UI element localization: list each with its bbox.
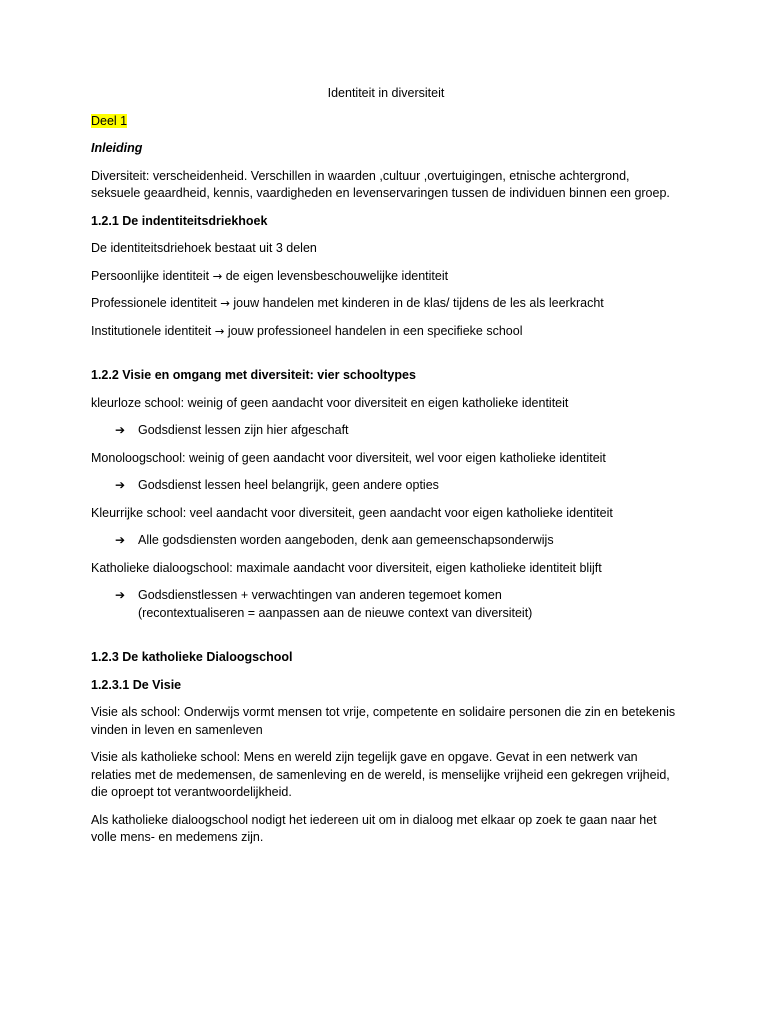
right-arrow-icon: → [220,296,230,310]
right-arrow-icon: → [212,268,223,283]
part-label: Deel 1 [91,113,128,128]
bullet-text-continued: (recontextualiseren = aanpassen aan de nieuwe context van diversiteit) [138,605,533,620]
vision-paragraph: Visie als school: Onderwijs vormt mensen tot vrije, competente en solidaire personen die zin en betekenis vinden in leven en samenleven [91,705,676,737]
identity-term: Professionele identiteit [91,296,217,310]
school-type-desc: Katholieke dialoogschool: maximale aandacht voor diversiteit, eigen katholieke identiteit blijft [91,560,602,575]
diversity-definition: Diversiteit: verscheidenheid. Verschillen in waarden ,cultuur ,overtuigingen, etnische achtergrond, seksuele geaardheid, kennis, vaardigheden en levenservaringen tussen de individuen binnen een groep. [91,168,670,200]
vision-paragraph: Als katholieke dialoogschool nodigt het iedereen uit om in dialoog met elkaar op zoek te gaan naar het volle mens- en medemens zijn. [91,812,657,844]
school-type-desc: Monoloogschool: weinig of geen aandacht voor diversiteit, wel voor eigen katholieke identiteit [91,450,606,465]
bullet-text: Alle godsdiensten worden aangeboden, denk aan gemeenschapsonderwijs [138,533,554,547]
identity-term: Institutionele identiteit [91,323,212,338]
section-heading-1-2-1: 1.2.1 De indentiteitsdriekhoek [91,213,268,228]
section-heading-1-2-3: 1.2.3 De katholieke Dialoogschool [91,650,293,664]
bullet-text: Godsdienst lessen zijn hier afgeschaft [138,423,349,437]
school-type-bullet [91,422,681,440]
bold-right-arrow-icon: ➔ [115,423,126,437]
section-heading-1-2-2: 1.2.2 Visie en omgang met diversiteit: vier schooltypes [91,368,416,382]
intro-heading: Inleiding [91,141,143,155]
identity-item [91,295,681,313]
school-type-bullet [91,477,681,495]
identity-item [91,268,681,286]
spacer [91,632,681,649]
bullet-text: Godsdienstlessen + verwachtingen van anderen tegemoet komen [138,588,502,602]
spacer [91,350,681,367]
identity-desc: jouw handelen met kinderen in de klas/ tijdens de les als leerkracht [233,296,604,310]
identity-term: Persoonlijke identiteit [91,268,210,283]
document-body [91,85,681,857]
bullet-text: Godsdienst lessen heel belangrijk, geen andere opties [138,478,439,492]
school-type-bullet [91,532,681,550]
identity-desc: de eigen levensbeschouwelijke identiteit [225,268,449,283]
part-label-line [91,113,681,131]
school-type-bullet [91,587,681,622]
school-type-desc: Kleurrijke school: veel aandacht voor diversiteit, geen aandacht voor eigen katholieke identiteit [91,505,613,520]
bold-right-arrow-icon: ➔ [115,533,126,547]
triangle-intro: De identiteitsdriehoek bestaat uit 3 delen [91,241,317,255]
bold-right-arrow-icon: ➔ [115,588,126,602]
identity-item [91,323,681,341]
document-title: Identiteit in diversiteit [327,86,445,100]
vision-paragraph: Visie als katholieke school: Mens en wereld zijn tegelijk gave en opgave. Gevat in een netwerk van relaties met de medemensen, de samenleving en de wereld, is menselijke vrijheid een gekregen vrijheid, die oproept tot verantwoordelijkheid. [91,750,670,799]
school-type-desc: kleurloze school: weinig of geen aandacht voor diversiteit en eigen katholieke identiteit [91,395,569,410]
bold-right-arrow-icon: ➔ [115,478,126,492]
identity-desc: jouw professioneel handelen in een specifieke school [227,323,523,338]
section-heading-1-2-3-1: 1.2.3.1 De Visie [91,677,182,692]
right-arrow-icon: → [214,323,225,338]
